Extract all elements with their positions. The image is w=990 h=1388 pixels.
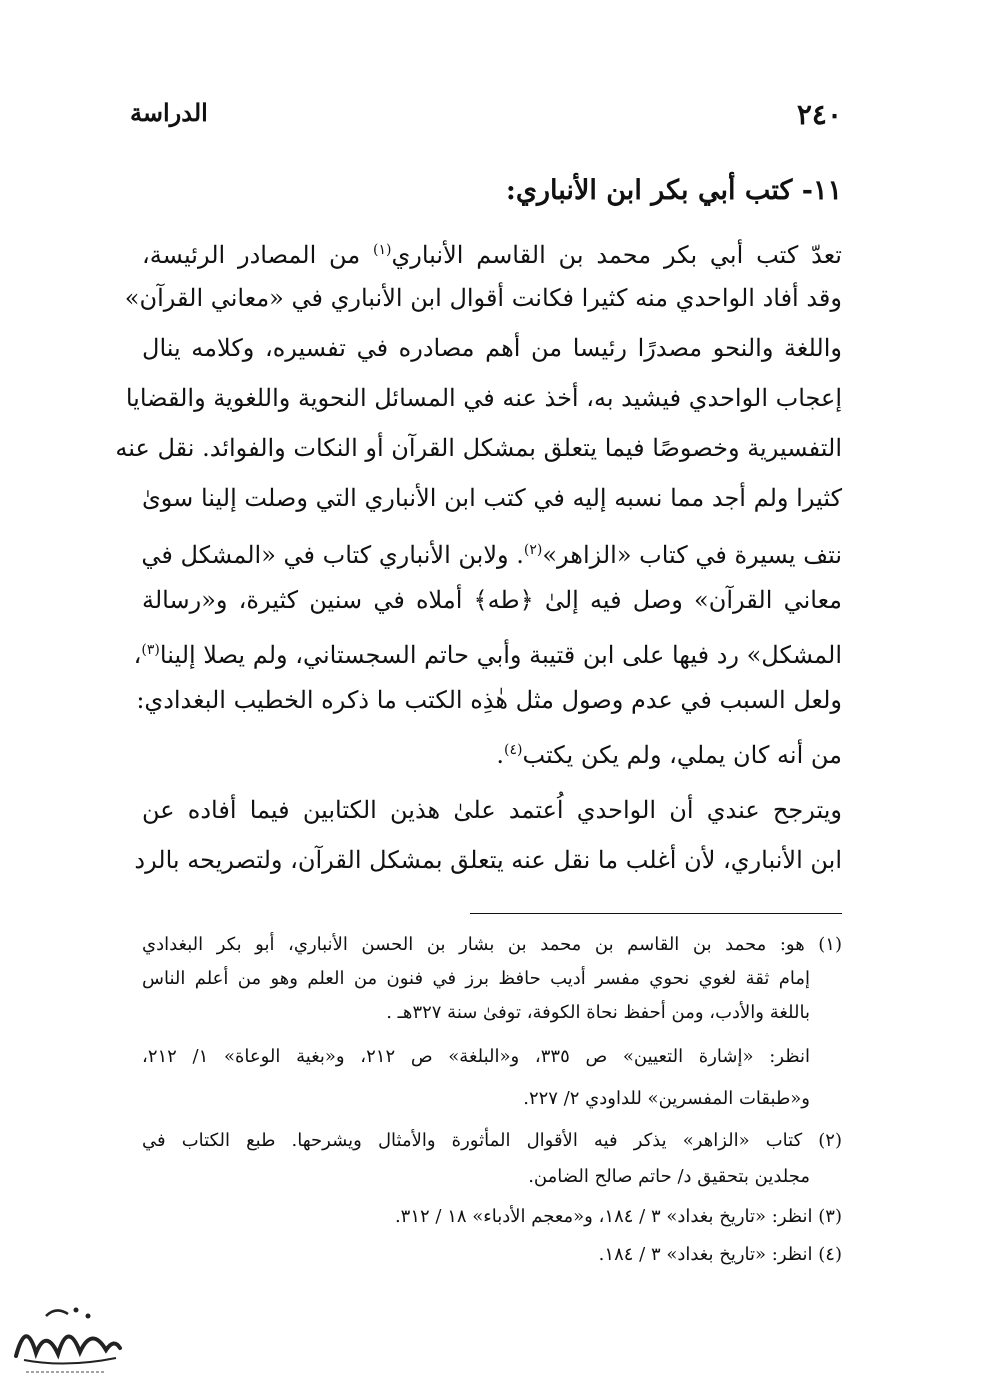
body-line: نتف يسيرة في كتاب «الزاهر»$^{(٢)}$. ولابن الأنباري كتاب في «المشكل في — [141, 541, 842, 569]
body-line: ويترجح عندي أن الواحدي اُعتمد علىٰ هذين الكتابين فيما أفاده عن — [142, 796, 842, 824]
footnote-line: باللغة والأدب، ومن أحفظ نحاة الكوفة، توفىٰ سنة ٣٢٧هـ . — [386, 1002, 810, 1023]
publisher-seal-logo — [6, 1298, 126, 1378]
footnote-line: إمام ثقة لغوي نحوي مفسر أديب حافظ برز في فنون من العلم وهو من أعلم الناس — [142, 968, 810, 989]
body-line: من أنه كان يملي، ولم يكن يكتب$^{(٤)}$. — [496, 741, 842, 769]
running-head — [130, 98, 842, 138]
footnote-line: (٢) كتاب «الزاهر» يذكر فيه الأقوال المأثورة والأمثال ويشرحها. طبع الكتاب في — [142, 1130, 842, 1151]
footnote-line: و«طبقات المفسرين» للداودي ٢/ ٢٢٧. — [523, 1088, 810, 1109]
footnote-line: (٤) انظر: «تاريخ بغداد» ٣ / ١٨٤. — [598, 1244, 842, 1265]
running-title: الدراسة — [130, 98, 208, 127]
body-line: وقد أفاد الواحدي منه كثيرا فكانت أقوال ابن الأنباري في «معاني القرآن» — [124, 284, 842, 312]
body-line: ابن الأنباري، لأن أغلب ما نقل عنه يتعلق بمشكل القرآن، ولتصريحه بالرد — [134, 846, 842, 874]
body-line: ولعل السبب في عدم وصول مثل هٰذِه الكتب ما ذكره الخطيب البغدادي: — [136, 686, 842, 714]
section-heading: ١١- كتب أبي بكر ابن الأنباري: — [505, 175, 842, 206]
footnote-divider — [470, 913, 842, 914]
body-line: تعدّ كتب أبي بكر محمد بن القاسم الأنباري$^{(١)}$ من المصادر الرئيسة، — [142, 241, 842, 269]
footnote-line: (١) هو: محمد بن القاسم بن محمد بن بشار بن الحسن الأنباري، أبو بكر البغدادي — [142, 934, 842, 955]
body-line: معاني القرآن» وصل فيه إلىٰ ﴿طه﴾ أملاه في سنين كثيرة، و«رسالة — [142, 586, 842, 614]
body-line: إعجاب الواحدي فيشيد به، أخذ عنه في المسائل النحوية واللغوية والقضايا — [125, 384, 842, 412]
footnote-line: انظر: «إشارة التعيين» ص ٣٣٥، و«البلغة» ص ٢١٢، و«بغية الوعاة» ١/ ٢١٢، — [142, 1046, 810, 1067]
footnote-line: مجلدين بتحقيق د/ حاتم صالح الضامن. — [528, 1166, 810, 1187]
footnote-line: (٣) انظر: «تاريخ بغداد» ٣ / ١٨٤، و«معجم الأدباء» ١٨ / ٣١٢. — [394, 1206, 842, 1227]
page-number: ٢٤٠ — [796, 98, 842, 131]
body-line: واللغة والنحو مصدرًا رئيسا من أهم مصادره في تفسيره، وكلامه ينال — [142, 334, 842, 362]
body-line: كثيرا ولم أجد مما نسبه إليه في كتب ابن الأنباري التي وصلت إلينا سوىٰ — [142, 484, 843, 512]
body-line: المشكل» رد فيها على ابن قتيبة وأبي حاتم السجستاني، ولم يصلا إلينا$^{(٣)}$، — [133, 641, 842, 669]
body-line: التفسيرية وخصوصًا فيما يتعلق بمشكل القرآن أو النكات والفوائد. نقل عنه — [115, 434, 842, 462]
